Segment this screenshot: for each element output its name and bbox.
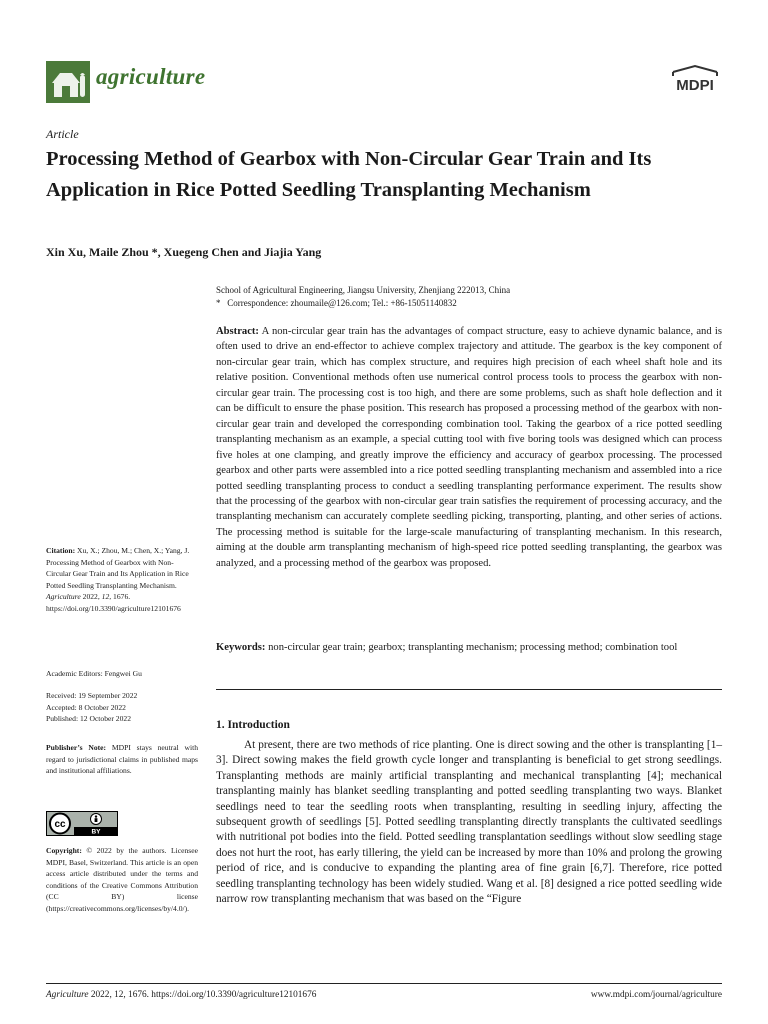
abstract-label: Abstract:: [216, 326, 259, 337]
journal-name: agriculture: [96, 64, 206, 89]
publisher-note: [46, 742, 198, 777]
affiliation-block: [216, 284, 726, 310]
footer-citation-text: 2022, 12, 1676. https://doi.org/10.3390/agriculture12101676: [90, 990, 317, 1000]
received-date: Received: 19 September 2022: [46, 691, 138, 700]
footer-citation: [46, 990, 316, 1000]
correspondence-marker: *: [216, 298, 221, 308]
correspondence-text: Correspondence: zhoumaile@126.com; Tel.: +86-15051140832: [227, 298, 457, 308]
publisher-note-label: Publisher’s Note:: [46, 743, 107, 752]
citation-text: Xu, X.; Zhou, M.; Chen, X.; Yang, J. Processing Method of Gearbox with Non-Circular Gear Train and Its Application in Rice Potted Seedling Transplanting Mechanism.: [46, 546, 190, 590]
citation-label: Citation:: [46, 546, 76, 555]
paper-title: Processing Method of Gearbox with Non-Circular Gear Train and Its Application in Rice Potted Seedling Transplanting Mechanism: [46, 148, 652, 201]
cc-by-label: BY: [91, 828, 101, 836]
section-heading: 1. Introduction: [216, 719, 290, 731]
article-type: Article: [46, 127, 79, 141]
citation-year: 2022,: [82, 592, 100, 602]
keywords-label: Keywords:: [216, 642, 266, 653]
cc-label: cc: [54, 819, 66, 830]
citation-doi-link[interactable]: 1676. https://doi.org/10.3390/agriculture12101676: [46, 592, 181, 613]
author-list: Xin Xu, Maile Zhou *, Xuegeng Chen and Jiajia Yang: [46, 245, 322, 259]
abstract-text: A non-circular gear train has the advantages of compact structure, easy to achieve dynamic balance, and is often used to drive an end-effector to achieve complex trajectory and attitude. The gearbox is the key component of non-circular gear train, which has complex structure, and requires high precision of each wheel shaft hole and its relative position. Conventional methods often use numerical control process tools to process the gearbox with non-circular gear train. The processing cost is too high, and there are some problems, such as shaft hole deflection and it can be difficult to ensure the phase position. This research has proposed a processing method of the gearbox with non-circular gear train and developed the corresponding combination tool. Taking the gearbox of a rice potted seedling transplanting mechanism as an example, a special cutting tool with five boring tools was designed which can process five holes at one clamping, and greatly improve the efficiency and accuracy of gearbox processing. The processed gearbox and other parts were assembled into a rice potted seedling transplanting mechanism and assembled into a rice potted seedling transplanting process to conduct a seedling transplanting performance experiment. The results show that the processing of the gearbox with non-circular gear train satisfies the requirement of processing accuracy, and the transplanting mechanism can accurately complete seedling picking, transporting, planting, and other series of actions. The processing method is suitable for the large-scale manufacturing of transplanting mechanism. In this research, aiming at the double arm transplanting mechanism of high-speed rice potted seedling transplanting, the gearbox was analyzed, and a processing method of the gearbox was proposed.: [216, 326, 722, 569]
copyright-label: Copyright:: [46, 846, 82, 855]
dates-block: [46, 690, 198, 725]
mdpi-logo-icon: [668, 64, 722, 96]
cc-by-license-icon[interactable]: [46, 811, 118, 836]
citation-block: [46, 545, 198, 615]
journal-url-link[interactable]: www.mdpi.com/journal/agriculture: [590, 990, 722, 1000]
copyright-notice: [46, 845, 198, 915]
abstract: [216, 324, 722, 571]
correspondence: [216, 297, 726, 310]
citation-journal: Agriculture: [46, 592, 81, 602]
citation-volume: 12,: [101, 592, 112, 602]
footer-divider: [46, 983, 722, 984]
introduction-text: At present, there are two methods of rice planting. One is direct sowing and the other is transplanting [1–3]. Direct sowing makes the field growth cycle longer and transplanting is beneficial to get strong seedlings. Transplanting methods are mainly artificial transplanting and mechanical transplanting [4]; mechanical transplanting mainly has blanket seedling transplanting and potted seedling transplanting two ways. Blanket seedlings need to tear the seedling roots when transplanting, resulting in seedling injury, affecting the subsequent growth of seedlings [5]. Potted seedling transplanting directly transplants the cultivated seedlings with nutritional pot bodies into the field. Potted seedling transplantation seedlings without slow seedling stage does not hurt the root, has early tillering, the yield can be increased by more than 10% and prolong the growing period of rice, and is conducive to expanding the planting area of fine grain [6,7]. Therefore, rice potted seedling transplanting technology has been widely studied. Wang et al. [8] designed a rice potted seedling wide narrow row transplanting mechanism that was based on the “Figure: [216, 739, 722, 906]
accepted-date: Accepted: 8 October 2022: [46, 702, 126, 712]
published-date: Published: 12 October 2022: [46, 714, 131, 724]
keywords-text: non-circular gear train; gearbox; transplanting mechanism; processing method; combination tool: [268, 642, 678, 653]
affiliation: School of Agricultural Engineering, Jiangsu University, Zhenjiang 222013, China: [216, 285, 511, 295]
publisher-note-text: MDPI stays neutral with regard to jurisdictional claims in published maps and institutional affiliations.: [46, 743, 198, 776]
copyright-text: © 2022 by the authors. Licensee MDPI, Basel, Switzerland. This article is an open access article distributed under the terms and conditions of the Creative Commons Attribution (CC BY) license (https://creativecommons.org/licenses/by/4.0/).: [46, 846, 198, 913]
footer-journal: Agriculture: [46, 990, 89, 1000]
keywords: [216, 640, 722, 655]
publisher-name: MDPI: [676, 77, 714, 94]
section-divider: [216, 689, 722, 690]
academic-editors: Academic Editors: Fengwei Gu: [46, 669, 142, 678]
barn-logo-icon: [46, 61, 90, 103]
